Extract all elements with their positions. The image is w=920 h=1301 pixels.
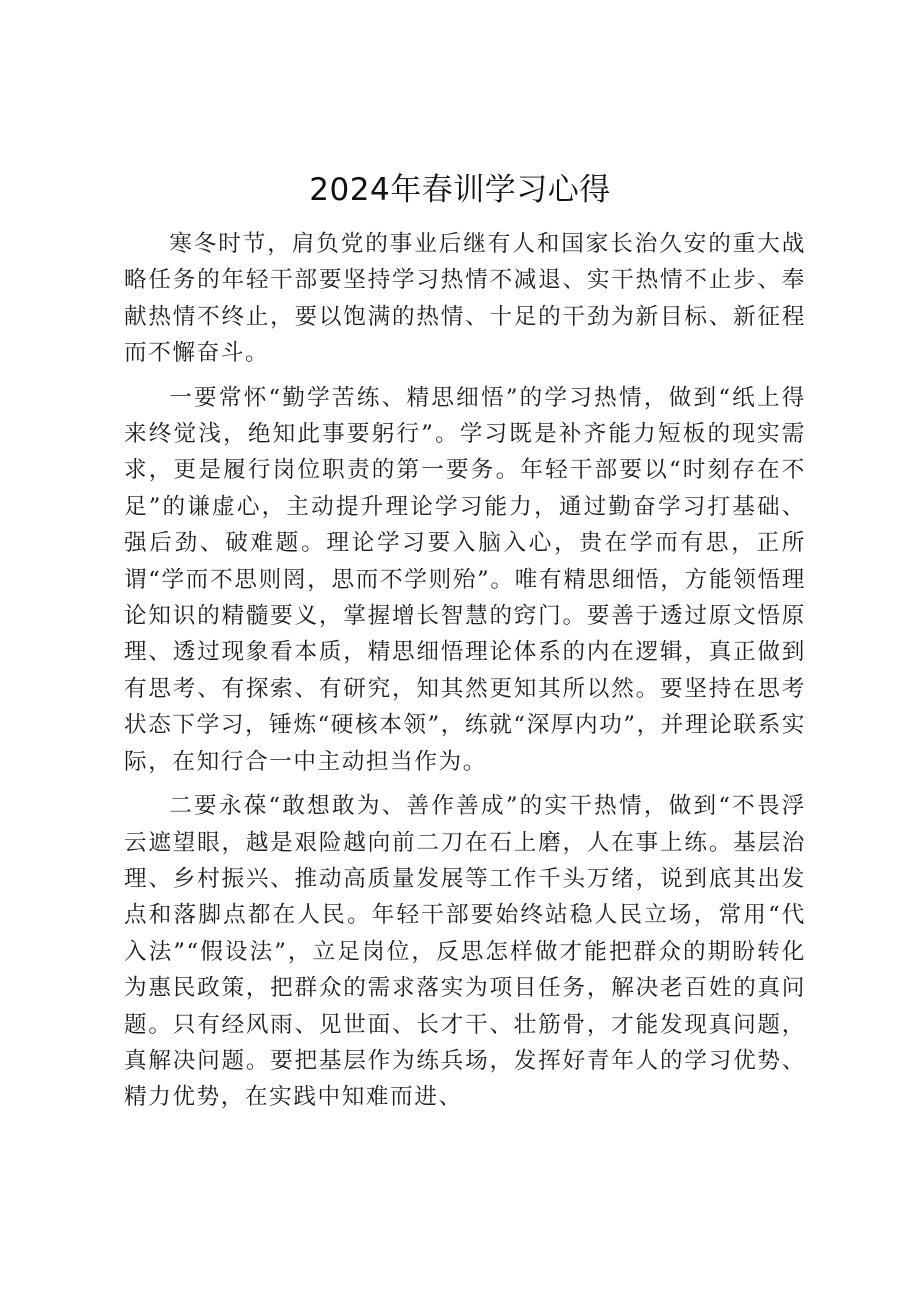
document-title: 2024年春训学习心得 bbox=[309, 172, 611, 208]
paragraph-study-passion: 一要常怀“勤学苦练、精思细悟”的学习热情，做到“纸上得来终觉浅，绝知此事要躬行”。学习既是补齐能力短板的现实需求，更是履行岗位职责的第一要务。年轻干部要以“时刻存在不足”的谦虚心，主动提升理论学习能力，通过勤奋学习打基础、强后劲、破难题。理论学习要入脑入心，贵在学而有思，正所谓“学而不思则罔，思而不学则殆”。唯有精思细悟，方能领悟理论知识的精髓要义，掌握增长智慧的窍门。要善于透过原文悟原理、透过现象看本质，精思细悟理论体系的内在逻辑，真正做到有思考、有探索、有研究，知其然更知其所以然。要坚持在思考状态下学习，锤炼“硬核本领”，练就“深厚内功”，并理论联系实际，在知行合一中主动担当作为。 bbox=[124, 384, 806, 775]
paragraph-practice-passion: 二要永葆“敢想敢为、善作善成”的实干热情，做到“不畏浮云遮望眼，越是艰险越向前二刀在石上磨，人在事上练。基层治理、乡村振兴、推动高质量发展等工作千头万绪，说到底其出发点和落脚点都在人民。年轻干部要始终站稳人民立场，常用“代入法”“假设法”，立足岗位，反思怎样做才能把群众的期盼转化为惠民政策，把群众的需求落实为项目任务，解决老百姓的真问题。只有经风雨、见世面、长才干、壮筋骨，才能发现真问题，真解决问题。要把基层作为练兵场，发挥好青年人的学习优势、精力优势，在实践中知难而进、 bbox=[124, 793, 806, 1111]
document-body bbox=[124, 226, 806, 1116]
paragraph-intro: 寒冬时节，肩负党的事业后继有人和国家长治久安的重大战略任务的年轻干部要坚持学习热情不减退、实干热情不止步、奉献热情不终止，要以饱满的热情、十足的干劲为新目标、新征程而不懈奋斗。 bbox=[124, 231, 806, 367]
